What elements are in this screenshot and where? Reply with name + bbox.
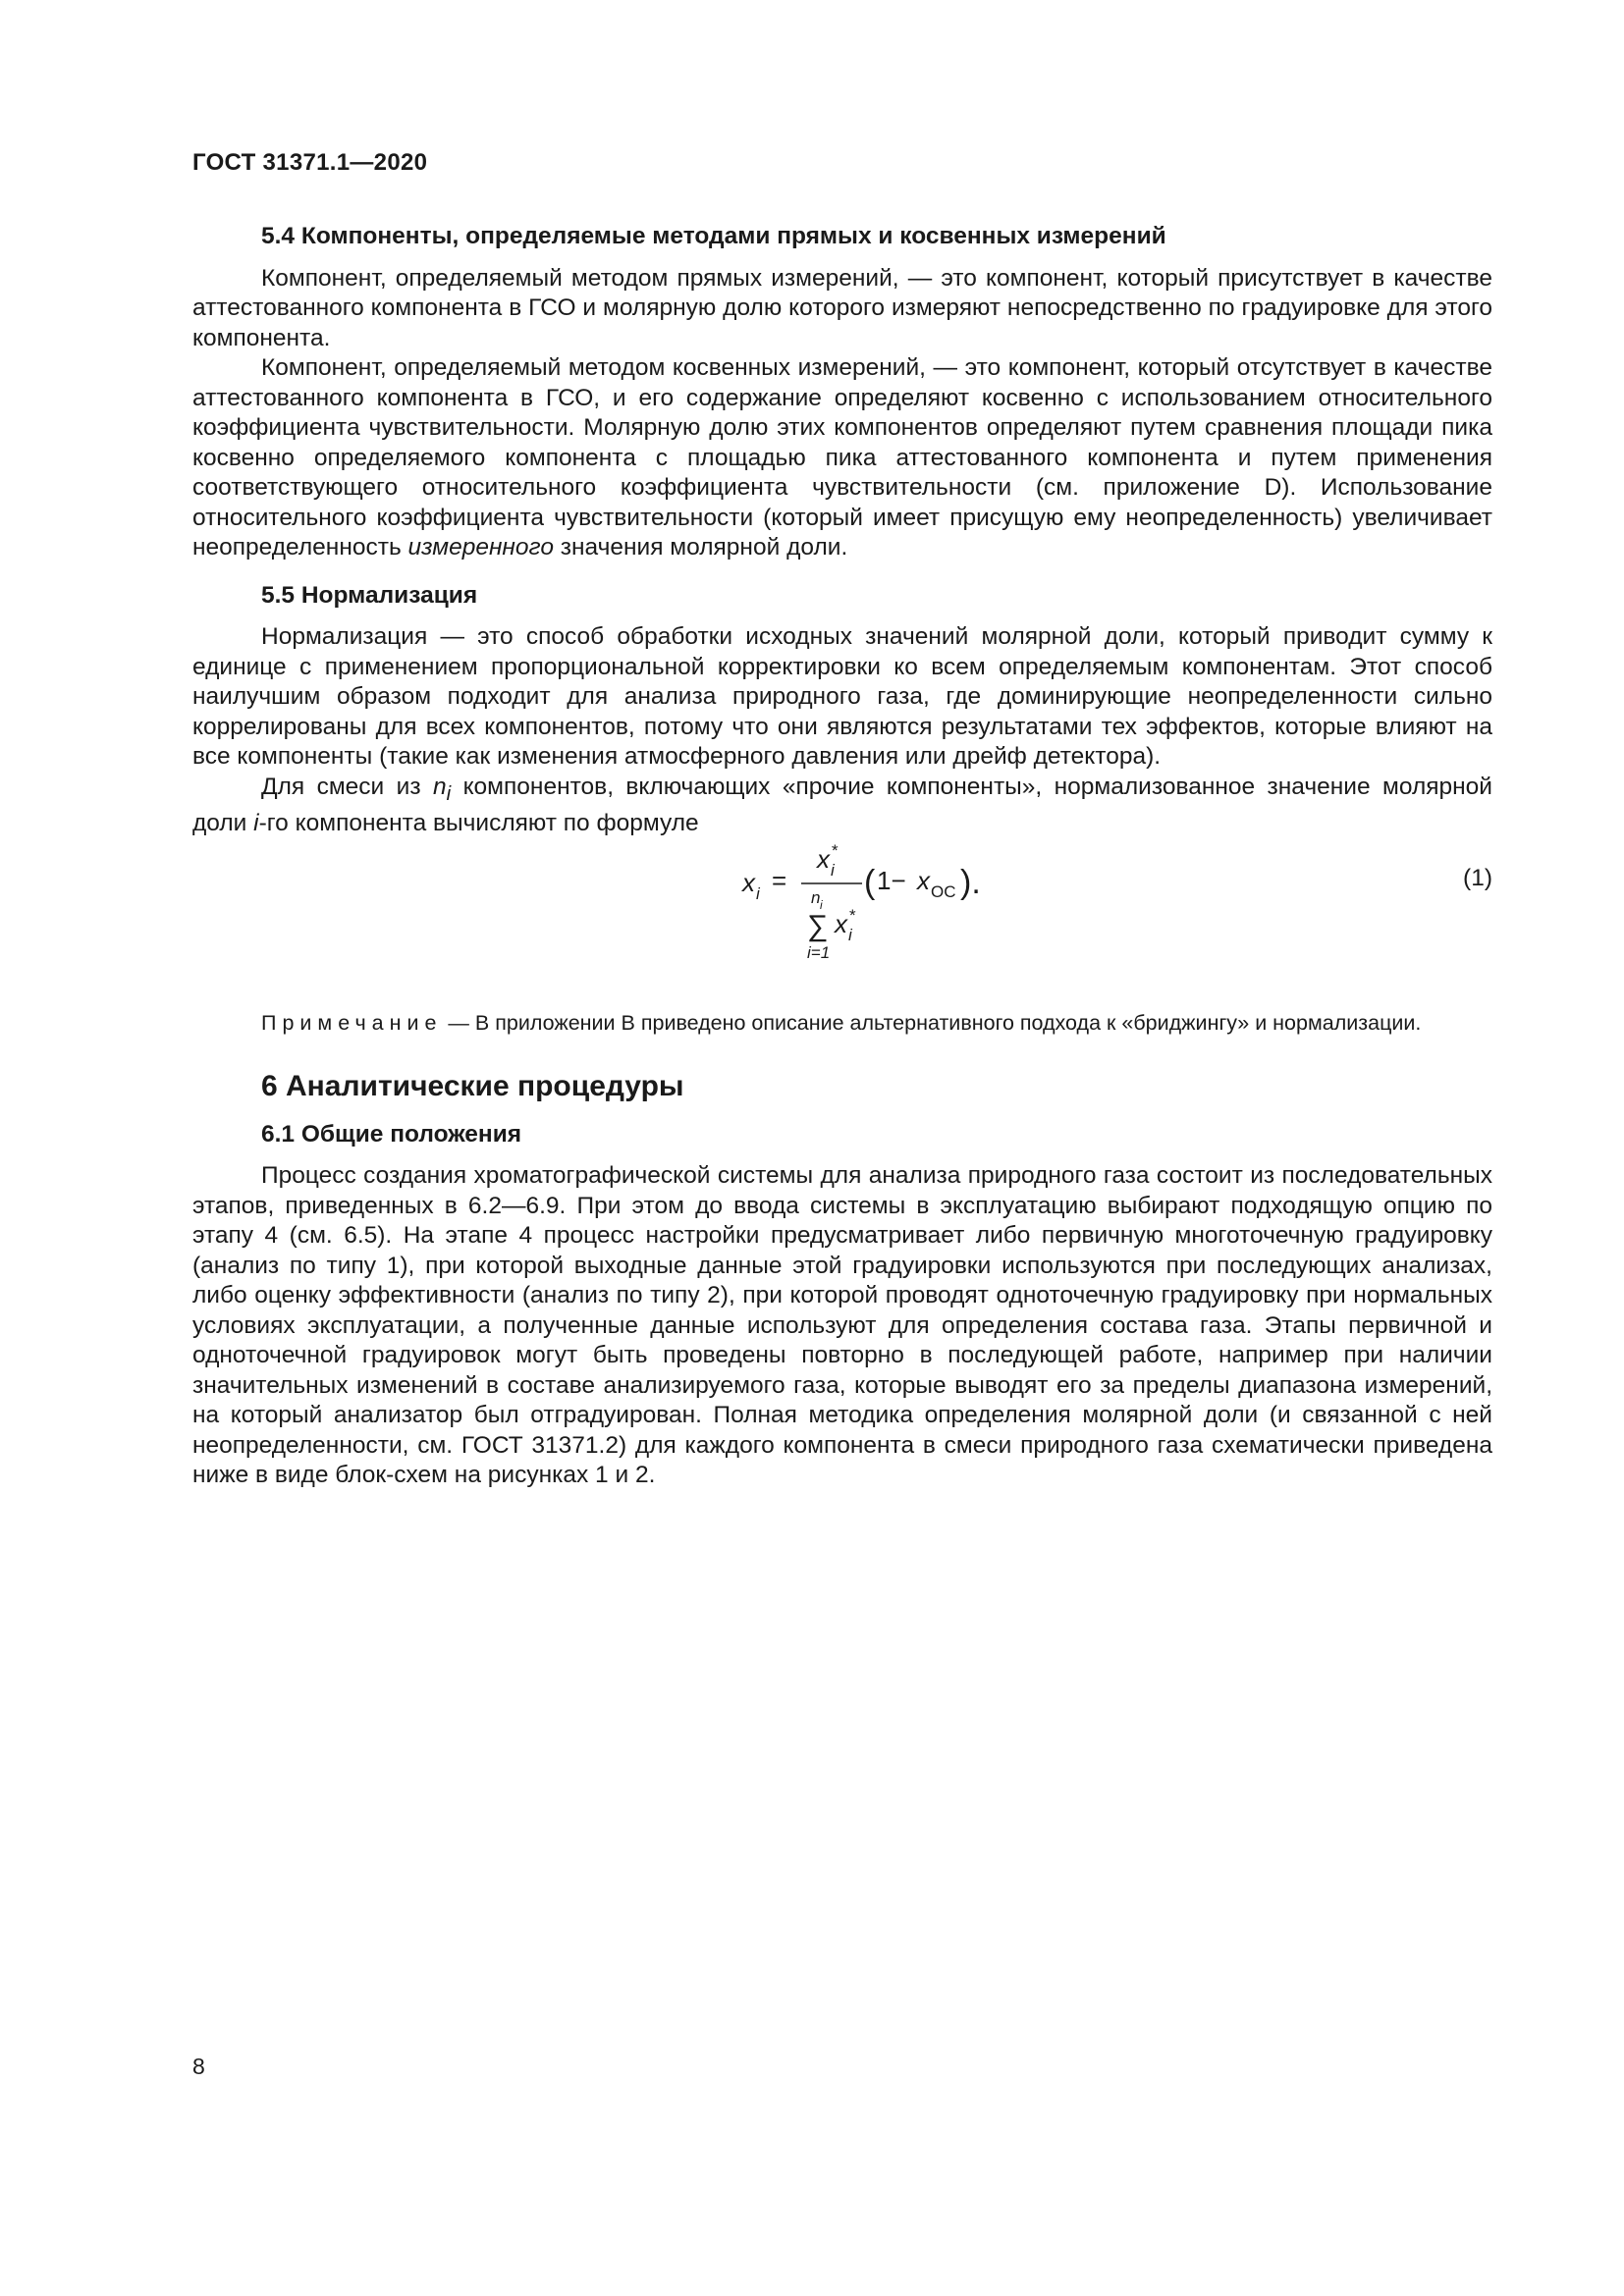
paren-close: ). — [960, 864, 981, 902]
formula-graphic — [192, 844, 1492, 972]
note-label: Примечание — [261, 1011, 443, 1036]
paragraph-text: -го компонента вычисляют по формуле — [258, 809, 699, 836]
section-5-5-paragraph-1: Нормализация — это способ обработки исходных значений молярной доли, который приводит сумму к единице с применением пропорциональной корректировки ко всем определяемым компонентам. Этот способ наилучшим образом подходит для анализа природного газа, где доминирующие неопределенности сильно коррелированы для всех компонентов, потому что они являются результатами тех эффектов, которые влияют на все компоненты (такие как изменения атмосферного давления или дрейф детектора). — [192, 623, 1492, 770]
formula-denominator-x: x — [835, 909, 847, 939]
italic-term: измеренного — [407, 534, 554, 561]
paragraph-text: компонентов, включающих «прочие компоненты», нормализованное значение молярной доли — [192, 773, 1492, 836]
formula-subscript-oc: ОС — [931, 882, 956, 902]
paragraph-text: значения молярной доли. — [553, 534, 848, 561]
sum-lower-limit: i=1 — [807, 943, 831, 963]
document-header: ГОСТ 31371.1—2020 — [192, 149, 428, 176]
variable-n: n — [432, 773, 447, 800]
formula-x-oc: x — [917, 866, 930, 896]
formula-subscript-i: i — [756, 884, 760, 904]
formula-denominator-i: i — [848, 926, 852, 945]
paragraph-text: Для смеси из — [261, 773, 433, 800]
formula-one-minus: 1− — [877, 866, 906, 896]
section-6-1-paragraph: Процесс создания хроматографической системы для анализа природного газа состоит из последовательных этапов, приведенных в 6.2—6.9. При этом до ввода системы в эксплуатацию выбирают подходящую опцию по этапу 4 (см. 6.5). На этапе 4 процесс настройки предусматривает либо первичную многоточечную градуировку (анализ по типу 1), при которой выходные данные этой градуировки используются при последующих анализах, либо оценку эффективности (анализ по типу 2), при которой проводят одноточечную градуировку при нормальных условиях эксплуатации, а полученные данные используют для определения состава газа. Этапы первичной и одноточечной градуировок могут быть проведены повторно в последующей работе, например при наличии значительных изменений в составе анализируемого газа, которые выводят его за пределы диапазона измерений, на который анализатор был отградуирован. Полная методика определения молярной доли (и связанной с ней неопределенности, см. ГОСТ 31371.2) для каждого компонента в смеси природного газа схематически приведена ниже в виде блок-схем на рисунках 1 и 2. — [192, 1162, 1492, 1489]
page-number: 8 — [192, 2054, 205, 2079]
formula-numerator-x: x — [817, 844, 830, 875]
section-5-4-title: 5.4 Компоненты, определяемые методами прямых и косвенных измерений — [261, 223, 1166, 249]
section-5-4-paragraph-2 — [192, 353, 1492, 563]
formula-x: x — [742, 868, 755, 898]
formula-denominator-star: * — [849, 906, 856, 926]
note — [192, 1009, 1492, 1037]
section-6-title: 6 Аналитические процедуры — [261, 1070, 684, 1103]
variable-subscript-i: i — [446, 782, 452, 805]
paragraph-text: Компонент, определяемый методом косвенных измерений, — это компонент, который отсутствует в качестве аттестованного компонента в ГСО, и его содержание определяют косвенно с использованием относительного коэффициента чувствительности. Молярную долю этих компонентов определяют путем сравнения площади пика косвенно определяемого компонента с площадью пика аттестованного компонента и путем применения соответствующего относительного коэффициента чувствительности (см. приложение D). Использование относительного коэффициента чувствительности (который имеет присущую ему неопределенность) увеличивает неопределенность — [192, 354, 1492, 561]
formula-numerator-star: * — [832, 844, 839, 861]
section-5-5-title: 5.5 Нормализация — [261, 581, 478, 609]
note-text: — В приложении В приведено описание альтернативного подхода к «бриджингу» и нормализации. — [442, 1011, 1422, 1036]
sum-upper-n: n — [811, 888, 821, 908]
formula-1 — [192, 844, 1492, 972]
section-5-4-paragraph-1: Компонент, определяемый методом прямых измерений, — это компонент, который присутствует в качестве аттестованного компонента в ГСО и молярную долю которого измеряют непосредственно по градуировке для этого компонента. — [192, 264, 1492, 351]
section-6-1-title: 6.1 Общие положения — [261, 1120, 522, 1148]
formula-numerator-i: i — [831, 861, 835, 881]
formula-number: (1) — [1463, 865, 1492, 892]
variable-i: i — [253, 809, 259, 836]
sum-sigma: ∑ — [807, 910, 829, 943]
section-5-5-paragraph-2 — [192, 773, 1492, 839]
sum-upper-i: i — [820, 898, 823, 913]
formula-equals: = — [772, 866, 787, 896]
page-content — [192, 222, 1492, 1491]
paren-open: ( — [864, 864, 876, 902]
